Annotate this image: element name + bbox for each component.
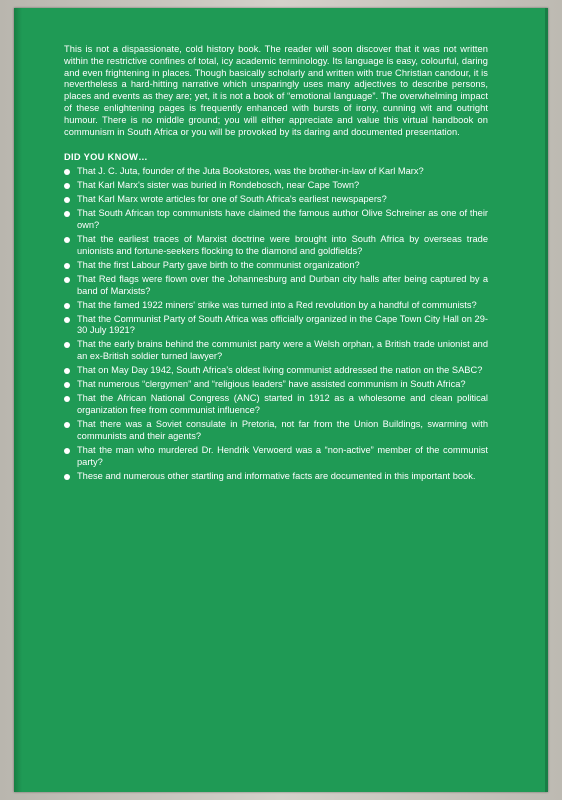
- cover-spine-edge: [14, 8, 22, 792]
- fact-text: That Karl Marx's sister was buried in Rondebosch, near Cape Town?: [77, 180, 360, 191]
- bullet-icon: [64, 342, 70, 348]
- fact-item: [64, 339, 488, 363]
- fact-item: [64, 300, 488, 312]
- fact-item: [64, 419, 488, 443]
- fact-text: That the Communist Party of South Africa was officially organized in the Cape Town City Hall on 29-30 July 1921?: [77, 313, 488, 336]
- fact-item: [64, 445, 488, 469]
- fact-item: [64, 208, 488, 232]
- fact-text: That the African National Congress (ANC) started in 1912 as a wholesome and clean political organization free from communist influence?: [77, 393, 488, 415]
- fact-text: That the man who murdered Dr. Hendrik Verwoerd was a “non-active” member of the communist party?: [77, 444, 488, 467]
- fact-item: [64, 393, 488, 417]
- fact-text: These and numerous other startling and informative facts are documented in this important book.: [77, 470, 476, 481]
- fact-item: [64, 166, 488, 178]
- bullet-icon: [64, 211, 70, 217]
- bullet-icon: [64, 237, 70, 243]
- fact-text: That J. C. Juta, founder of the Juta Bookstores, was the brother-in-law of Karl Marx?: [77, 166, 424, 177]
- cover-text-block: [64, 44, 488, 485]
- fact-text: That the famed 1922 miners' strike was turned into a Red revolution by a handful of communists?: [77, 299, 477, 310]
- fact-item: [64, 379, 488, 391]
- fact-text: That the earliest traces of Marxist doctrine were brought into South Africa by overseas trade unionists and fortune-seekers flocking to the diamond and goldfields?: [77, 234, 488, 256]
- fact-text: That the early brains behind the communist party were a Welsh orphan, a British trade unionist and an ex-British soldier turned lawyer?: [77, 339, 488, 362]
- bullet-icon: [64, 197, 70, 203]
- bullet-icon: [64, 422, 70, 428]
- fact-text: That Red flags were flown over the Johannesburg and Durban city halls after being captured by a band of Marxists?: [77, 273, 488, 296]
- fact-item: [64, 471, 488, 483]
- fact-item: [64, 365, 488, 377]
- fact-text: That numerous “clergymen” and “religious leaders” have assisted communism in South Africa?: [77, 379, 466, 390]
- intro-paragraph: This is not a dispassionate, cold history book. The reader will soon discover that it was not written within the restrictive confines of total, icy academic terminology. Its language is easy, colourful, daring and even frightening in places. Though basically scholarly and written with true Christian candour, it is nevertheless a hard-hitting narrative which unsparingly uses many adjectives to describe persons, places and events as they are; yet, it is not a book of “emotional language”. The overwhelming impact of these enlightening pages is frequently enhanced with bursts of irony, cunning wit and outright humour. There is no middle ground; you will either appreciate and value this virtual handbook on communism in South Africa or you will be provoked by its daring and documented presentation.: [64, 44, 488, 137]
- fact-item: [64, 234, 488, 258]
- bullet-icon: [64, 183, 70, 189]
- bullet-icon: [64, 317, 70, 323]
- did-you-know-heading: DID YOU KNOW…: [64, 152, 148, 163]
- bullet-icon: [64, 474, 70, 480]
- bullet-icon: [64, 396, 70, 402]
- bullet-icon: [64, 368, 70, 374]
- bullet-icon: [64, 382, 70, 388]
- fact-item: [64, 180, 488, 192]
- fact-text: That South African top communists have claimed the famous author Olive Schreiner as one of their own?: [77, 208, 488, 231]
- facts-list: [64, 166, 488, 482]
- bullet-icon: [64, 303, 70, 309]
- fact-item: [64, 274, 488, 298]
- bullet-icon: [64, 263, 70, 269]
- fact-item: [64, 314, 488, 338]
- bullet-icon: [64, 277, 70, 283]
- fact-text: That the first Labour Party gave birth to the communist organization?: [77, 259, 360, 270]
- fact-item: [64, 194, 488, 206]
- fact-text: That there was a Soviet consulate in Pretoria, not far from the Union Buildings, swarming with communists and their agents?: [77, 418, 488, 441]
- fact-text: That Karl Marx wrote articles for one of South Africa's earliest newspapers?: [77, 194, 387, 205]
- bullet-icon: [64, 448, 70, 454]
- fact-text: That on May Day 1942, South Africa's oldest living communist addressed the nation on the SABC?: [77, 365, 483, 376]
- bullet-icon: [64, 169, 70, 175]
- fact-item: [64, 260, 488, 272]
